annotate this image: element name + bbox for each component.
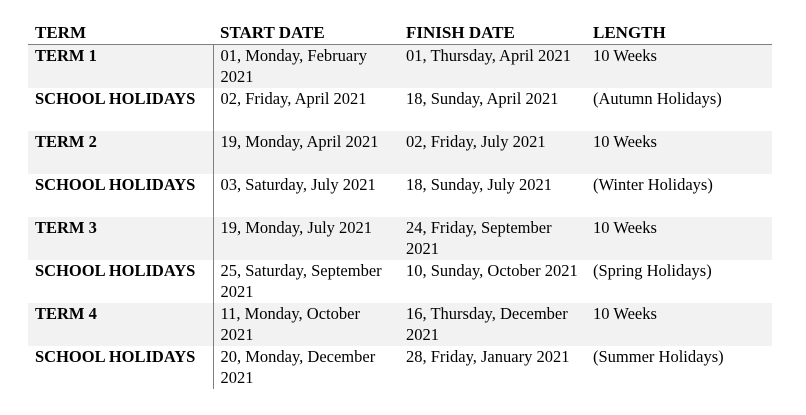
length-cell: (Summer Holidays) — [586, 346, 772, 389]
header-term: TERM — [28, 22, 213, 44]
length-cell: (Spring Holidays) — [586, 260, 772, 303]
table-row — [28, 303, 772, 346]
start-date-cell: 02, Friday, April 2021 — [213, 88, 399, 131]
header-length: LENGTH — [586, 22, 772, 44]
table-row — [28, 131, 772, 174]
start-date-cell: 01, Monday, February 2021 — [213, 44, 399, 88]
finish-date-cell: 10, Sunday, October 2021 — [399, 260, 586, 303]
header-finish-date: FINISH DATE — [399, 22, 586, 44]
term-cell: TERM 1 — [28, 44, 213, 88]
school-term-table — [28, 22, 772, 389]
finish-date-cell: 18, Sunday, April 2021 — [399, 88, 586, 131]
finish-date-cell: 18, Sunday, July 2021 — [399, 174, 586, 217]
length-cell: 10 Weeks — [586, 303, 772, 346]
start-date-cell: 19, Monday, April 2021 — [213, 131, 399, 174]
start-date-cell: 19, Monday, July 2021 — [213, 217, 399, 260]
start-date-cell: 20, Monday, December 2021 — [213, 346, 399, 389]
start-date-cell: 25, Saturday, September 2021 — [213, 260, 399, 303]
length-cell: 10 Weeks — [586, 131, 772, 174]
term-cell: SCHOOL HOLIDAYS — [28, 260, 213, 303]
header-start-date: START DATE — [213, 22, 399, 44]
finish-date-cell: 16, Thursday, December 2021 — [399, 303, 586, 346]
table-row — [28, 174, 772, 217]
table-row — [28, 260, 772, 303]
finish-date-cell: 01, Thursday, April 2021 — [399, 44, 586, 88]
term-cell: TERM 2 — [28, 131, 213, 174]
table-header — [28, 22, 772, 44]
length-cell: 10 Weeks — [586, 44, 772, 88]
table-row — [28, 217, 772, 260]
length-cell: (Autumn Holidays) — [586, 88, 772, 131]
term-cell: TERM 3 — [28, 217, 213, 260]
table-row — [28, 88, 772, 131]
header-row — [28, 22, 772, 44]
table-row — [28, 44, 772, 88]
finish-date-cell: 02, Friday, July 2021 — [399, 131, 586, 174]
term-cell: SCHOOL HOLIDAYS — [28, 88, 213, 131]
table-row — [28, 346, 772, 389]
finish-date-cell: 28, Friday, January 2021 — [399, 346, 586, 389]
start-date-cell: 11, Monday, October 2021 — [213, 303, 399, 346]
table-body — [28, 44, 772, 389]
start-date-cell: 03, Saturday, July 2021 — [213, 174, 399, 217]
length-cell: (Winter Holidays) — [586, 174, 772, 217]
term-cell: TERM 4 — [28, 303, 213, 346]
term-cell: SCHOOL HOLIDAYS — [28, 174, 213, 217]
term-cell: SCHOOL HOLIDAYS — [28, 346, 213, 389]
finish-date-cell: 24, Friday, September 2021 — [399, 217, 586, 260]
length-cell: 10 Weeks — [586, 217, 772, 260]
